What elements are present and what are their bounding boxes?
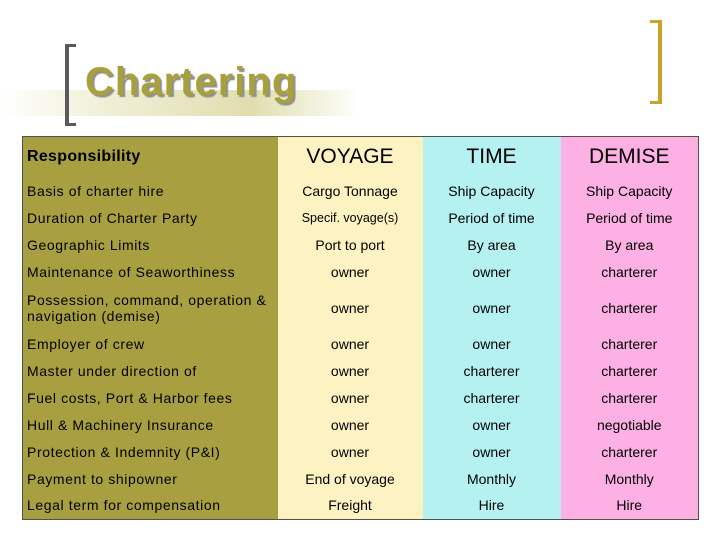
left-bracket-decoration [65,44,76,126]
demise-cell: Monthly [561,465,699,492]
time-cell: owner [423,411,561,438]
table-row [23,438,699,465]
time-cell: owner [423,285,561,330]
demise-cell: Ship Capacity [561,177,699,204]
responsibility-cell: Payment to shipowner [23,465,278,492]
time-cell: Monthly [423,465,561,492]
table-row [23,258,699,285]
responsibility-cell: Basis of charter hire [23,177,278,204]
demise-cell: charterer [561,285,699,330]
time-cell: Period of time [423,204,561,231]
header-voyage: VOYAGE [278,137,423,178]
table-row [23,231,699,258]
slide-title: Chartering [85,60,298,104]
responsibility-cell: Legal term for compensation [23,492,278,519]
table-row [23,204,699,231]
responsibility-cell: Geographic Limits [23,231,278,258]
responsibility-cell: Duration of Charter Party [23,204,278,231]
demise-cell: charterer [561,357,699,384]
voyage-cell: owner [278,384,423,411]
demise-cell: Hire [561,492,699,519]
time-cell: Hire [423,492,561,519]
time-cell: By area [423,231,561,258]
demise-cell: charterer [561,384,699,411]
demise-cell: charterer [561,330,699,357]
responsibility-cell: Master under direction of [23,357,278,384]
voyage-cell: Port to port [278,231,423,258]
charter-comparison-table [22,136,699,520]
voyage-cell: owner [278,285,423,330]
header-responsibility: Responsibility [23,137,278,178]
header-time: TIME [423,137,561,178]
voyage-cell: owner [278,357,423,384]
demise-cell: negotiable [561,411,699,438]
voyage-cell: owner [278,258,423,285]
table-row [23,330,699,357]
table-row [23,411,699,438]
table-row [23,465,699,492]
responsibility-cell: Hull & Machinery Insurance [23,411,278,438]
demise-cell: By area [561,231,699,258]
table-row [23,177,699,204]
time-cell: charterer [423,357,561,384]
responsibility-cell: Employer of crew [23,330,278,357]
table-row [23,384,699,411]
demise-cell: Period of time [561,204,699,231]
demise-cell: charterer [561,438,699,465]
time-cell: owner [423,330,561,357]
responsibility-cell: Maintenance of Seaworthiness [23,258,278,285]
time-cell: owner [423,438,561,465]
responsibility-cell: Fuel costs, Port & Harbor fees [23,384,278,411]
time-cell: owner [423,258,561,285]
voyage-cell: Cargo Tonnage [278,177,423,204]
responsibility-cell: Protection & Indemnity (P&I) [23,438,278,465]
responsibility-cell: Possession, command, operation & navigation (demise) [23,285,278,330]
voyage-cell: owner [278,330,423,357]
table-header-row [23,137,699,178]
voyage-cell: owner [278,438,423,465]
voyage-cell: Specif. voyage(s) [278,204,423,231]
table-row [23,357,699,384]
demise-cell: charterer [561,258,699,285]
time-cell: Ship Capacity [423,177,561,204]
table-row [23,285,699,330]
voyage-cell: End of voyage [278,465,423,492]
time-cell: charterer [423,384,561,411]
right-bracket-decoration [650,20,662,104]
header-demise: DEMISE [561,137,699,178]
voyage-cell: owner [278,411,423,438]
voyage-cell: Freight [278,492,423,519]
table-row [23,492,699,519]
